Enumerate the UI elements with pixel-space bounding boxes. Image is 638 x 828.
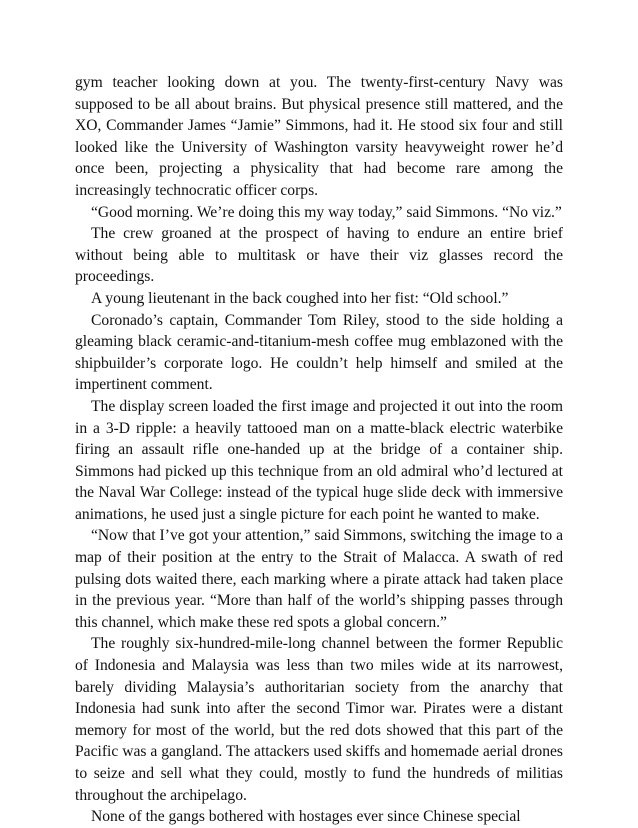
- paragraph: A young lieutenant in the back coughed into her fist: “Old school.”: [91, 289, 509, 307]
- page-body: [75, 72, 563, 828]
- paragraph: The crew groaned at the prospect of having to endure an entire brief without being able to multitask or have their viz glasses record the proceedings.: [75, 225, 563, 286]
- paragraph: “Now that I’ve got your attention,” said Simmons, switching the image to a map of their position at the entry to the Strait of Malacca. A swath of red pulsing dots waited there, each marking where a pirate attack had taken place in the previous year. “More than half of the world’s shipping passes through this channel, which make these red spots a global concern.”: [75, 527, 563, 631]
- paragraph: Coronado’s captain, Commander Tom Riley, stood to the side holding a gleaming black ceramic-and-titanium-mesh coffee mug emblazoned with the shipbuilder’s corporate logo. He couldn’t help himself and smiled at the impertinent comment.: [75, 311, 563, 394]
- paragraph-trailing: None of the gangs bothered with hostages ever since Chinese special: [91, 808, 521, 826]
- paragraph: “Good morning. We’re doing this my way today,” said Simmons. “No viz.”: [91, 203, 562, 221]
- paragraph: The display screen loaded the first image and projected it out into the room in a 3-D ripple: a heavily tattooed man on a matte-black electric waterbike firing an assault rifle one-handed up at the bridge of a container ship. Simmons had picked up this technique from an old admiral who’d lectured at the Naval War College: instead of the typical huge slide deck with immersive animations, he used just a single picture for each point he wanted to make.: [75, 397, 563, 523]
- paragraph-continued: gym teacher looking down at you. The twenty-first-century Navy was supposed to be all about brains. But physical presence still mattered, and the XO, Commander James “Jamie” Simmons, had it. He stood six four and still looked like the University of Washington varsity heavyweight rower he’d once been, projecting a physicality that had become rare among the increasingly technocratic officer corps.: [75, 74, 563, 199]
- paragraph: The roughly six-hundred-mile-long channel between the former Republic of Indonesia and Malaysia was less than two miles wide at its narrowest, barely dividing Malaysia’s authoritarian society from the anarchy that Indonesia had sunk into after the second Timor war. Pirates were a distant memory for most of the world, but the red dots showed that this part of the Pacific was a gangland. The attackers used skiffs and homemade aerial drones to seize and sell what they could, mostly to fund the hundreds of militias throughout the archipelago.: [75, 635, 563, 804]
